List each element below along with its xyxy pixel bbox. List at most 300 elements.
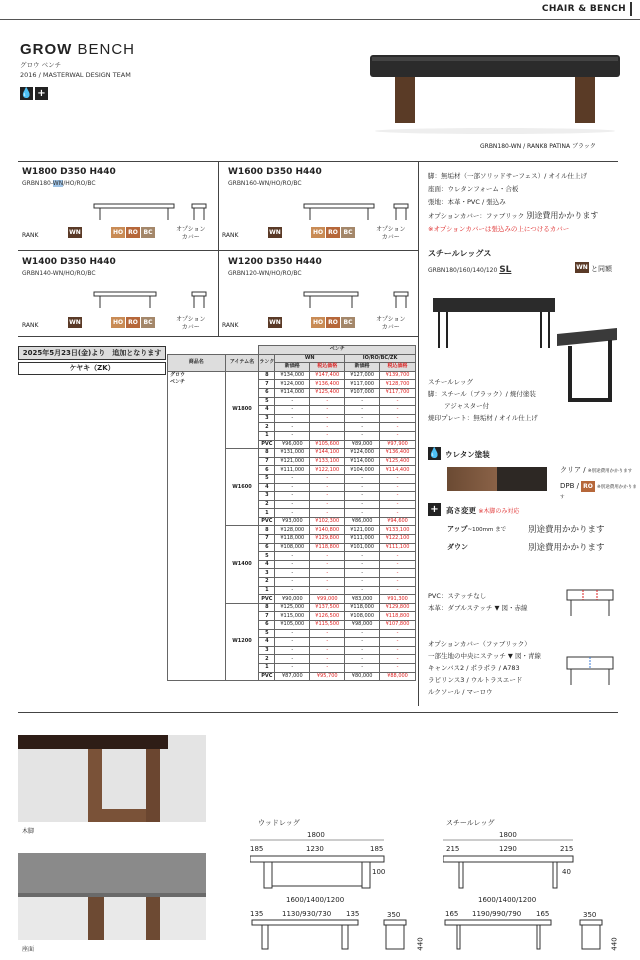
- rank-cell: 4: [259, 483, 275, 492]
- rank-cell: 4: [259, 560, 275, 569]
- rank-cell: 3: [259, 492, 275, 501]
- steel-dim-h: 40: [562, 868, 571, 876]
- price-cell: -: [380, 586, 416, 595]
- price-cell: ¥88,000: [380, 672, 416, 681]
- bench-outline-1200: [302, 288, 414, 312]
- rank-cell: PVC: [259, 517, 275, 526]
- col-header-rank: ランク: [259, 354, 275, 371]
- dpb-label: DPB / RO ※別途費用かかります: [560, 482, 637, 500]
- price-cell: -: [275, 414, 310, 423]
- price-cell: ¥134,000: [275, 371, 310, 380]
- price-cell: -: [275, 586, 310, 595]
- price-cell: ¥107,800: [380, 621, 416, 630]
- price-cell: ¥98,000: [345, 621, 380, 630]
- rank-cell: 7: [259, 380, 275, 389]
- price-cell: -: [380, 560, 416, 569]
- cover-stitch-info: オプションカバー（ファブリック） 一部生地の中央にステッチ ▼ 図・青線 キャンバス2 / ポラポラ / A783 ラピリンス3 / ウルトラスエード ルクソール / マーロウ: [428, 640, 542, 696]
- price-cell: ¥125,000: [275, 603, 310, 612]
- wood-dim-a: 185: [250, 845, 264, 853]
- price-cell: ¥115,000: [275, 612, 310, 621]
- price-cell: -: [275, 483, 310, 492]
- price-cell: ¥136,400: [380, 449, 416, 458]
- wood-dim-a2: 135: [250, 910, 264, 918]
- designer-line: 2016 / MASTERWAL DESIGN TEAM: [20, 71, 131, 79]
- plus-icon: +: [428, 503, 441, 516]
- price-cell: ¥111,100: [380, 543, 416, 552]
- height-down: ダウン: [447, 543, 468, 551]
- price-cell: -: [380, 414, 416, 423]
- steel-dim-width: 1800: [499, 831, 517, 839]
- steel-side-drawing: [578, 918, 608, 952]
- rank-chip-ro: RO: [326, 227, 340, 238]
- notice-date: 2025年5月23日(金)より 追加となります: [18, 346, 166, 360]
- price-cell: -: [275, 500, 310, 509]
- size-code-1600: GRBN160-WN/HO/RO/BC: [228, 180, 302, 187]
- size-title-1800: W1800 D350 H440: [22, 167, 116, 177]
- clear-label: クリア / ※別途費用かかります: [560, 466, 633, 474]
- steel-front-drawing-2: [443, 918, 555, 952]
- price-cell: -: [275, 569, 310, 578]
- rank-chip-ro: RO: [126, 227, 140, 238]
- rank-cell: 1: [259, 431, 275, 440]
- price-cell: -: [310, 586, 345, 595]
- rank-label: RANK: [222, 322, 239, 329]
- col-header-other: IO/RO/BC/ZK: [345, 354, 416, 363]
- rank-chip-wn: WN: [69, 319, 81, 326]
- price-cell: -: [380, 629, 416, 638]
- option-cover-label: オプション カバー: [176, 226, 206, 241]
- rank-chip-ho: HO: [312, 229, 324, 236]
- price-cell: ¥117,700: [380, 388, 416, 397]
- price-cell: ¥133,100: [310, 457, 345, 466]
- price-cell: -: [345, 560, 380, 569]
- steel-dim-c2: 165: [536, 910, 550, 918]
- price-cell: -: [310, 500, 345, 509]
- price-cell: ¥115,500: [310, 621, 345, 630]
- spec-list: [428, 170, 633, 236]
- rank-cell: 8: [259, 449, 275, 458]
- price-cell: ¥107,000: [345, 388, 380, 397]
- rank-cell: 7: [259, 535, 275, 544]
- steel-desc: スチールレッグ 脚：スチール（ブラック）/ 焼付塗装 アジャスター付 焼印プレート：無垢材 / オイル仕上げ: [428, 378, 538, 422]
- rank-cell: 3: [259, 646, 275, 655]
- price-cell: ¥104,000: [345, 466, 380, 475]
- price-cell: -: [310, 492, 345, 501]
- wood-side-drawing: [382, 918, 412, 952]
- price-cell: -: [275, 552, 310, 561]
- price-cell: ¥118,800: [310, 543, 345, 552]
- price-cell: -: [275, 431, 310, 440]
- price-cell: -: [310, 483, 345, 492]
- rank-cell: 8: [259, 526, 275, 535]
- price-cell: ¥128,000: [275, 526, 310, 535]
- cover-spec: オプションカバー：ファブリック 別途費用かかります: [428, 211, 599, 220]
- size-code-1800: GRBN180-WN/HO/RO/BC: [22, 180, 96, 187]
- price-cell: ¥117,000: [345, 380, 380, 389]
- divider: [18, 712, 618, 713]
- rank-cell: 5: [259, 474, 275, 483]
- wood-front-drawing-2: [250, 918, 362, 952]
- price-cell: ¥133,100: [380, 526, 416, 535]
- price-cell: -: [275, 655, 310, 664]
- drop-icon: 💧: [20, 88, 33, 99]
- price-cell: -: [310, 406, 345, 415]
- height-down-price: 別途費用かかります: [528, 543, 605, 553]
- wood-dim-depth: 350: [387, 911, 401, 919]
- stitch-info: PVC：ステッチなし 本革：ダブルステッチ ▼ 図・赤線: [428, 592, 528, 612]
- rank-cell: 2: [259, 500, 275, 509]
- price-cell: ¥114,400: [380, 466, 416, 475]
- rank-cell: 6: [259, 466, 275, 475]
- price-cell: ¥83,000: [345, 595, 380, 604]
- price-cell: ¥108,000: [275, 543, 310, 552]
- price-cell: -: [345, 569, 380, 578]
- seat-photo: [18, 853, 206, 940]
- item-cell: W1400: [225, 526, 259, 603]
- price-cell: -: [345, 492, 380, 501]
- price-cell: ¥136,400: [310, 380, 345, 389]
- price-cell: ¥108,000: [345, 612, 380, 621]
- price-cell: -: [345, 406, 380, 415]
- size-title-1200: W1200 D350 H440: [228, 257, 322, 267]
- seat-caption: 座面: [22, 946, 35, 953]
- price-cell: ¥101,000: [345, 543, 380, 552]
- steel-dim-c: 215: [560, 845, 574, 853]
- size-title-1600: W1600 D350 H440: [228, 167, 322, 177]
- price-cell: -: [380, 655, 416, 664]
- height-up: アップ~100mm まで: [447, 525, 507, 533]
- wood-dim-b: 1230: [306, 845, 324, 853]
- rank-cell: 2: [259, 655, 275, 664]
- rank-chip-ro: RO: [326, 317, 340, 328]
- steel-legs-code: GRBN180/160/140/120 SL: [428, 265, 512, 275]
- rank-chip-ho: HO: [112, 229, 124, 236]
- rank-chip-bc: BC: [341, 227, 355, 238]
- steel-dim-b2: 1190/990/790: [472, 910, 522, 918]
- price-cell: ¥86,000: [345, 517, 380, 526]
- rank-chip-bc: BC: [341, 317, 355, 328]
- rank-cell: 1: [259, 509, 275, 518]
- price-cell: ¥127,000: [345, 371, 380, 380]
- rank-chip-wn: WN: [269, 229, 281, 236]
- same-price-label: と同額: [591, 265, 612, 273]
- rank-cell: 6: [259, 621, 275, 630]
- plus-icon: +: [35, 87, 48, 100]
- notice-item: ケヤキ（ZK）: [18, 362, 166, 375]
- divider: [218, 161, 219, 336]
- price-cell: -: [380, 569, 416, 578]
- product-title: GROW BENCH: [20, 41, 136, 58]
- price-cell: ¥105,000: [275, 621, 310, 630]
- bench-outline-1600: [302, 200, 414, 224]
- wood-leg-photo: [18, 735, 206, 822]
- rank-chip-wn: WN: [269, 319, 281, 326]
- bench-outline-1400: [92, 288, 212, 312]
- rank-cell: 3: [259, 569, 275, 578]
- price-cell: ¥118,000: [345, 603, 380, 612]
- price-cell: ¥96,000: [275, 440, 310, 449]
- price-cell: -: [380, 509, 416, 518]
- price-cell: -: [310, 638, 345, 647]
- price-cell: -: [345, 629, 380, 638]
- price-table: [167, 345, 416, 681]
- price-cell: ¥118,800: [380, 612, 416, 621]
- bench-main-image: [360, 45, 630, 140]
- steel-dim-height: 440: [610, 937, 619, 951]
- wood-leg-caption: 木脚: [22, 828, 35, 835]
- col-header-new: 新価格: [345, 363, 380, 372]
- wood-dim-width2: 1600/1400/1200: [286, 896, 345, 904]
- price-cell: ¥121,000: [275, 457, 310, 466]
- option-cover-label: オプション カバー: [376, 316, 406, 331]
- spec-line: 脚：無垢材（一部ソリッドサーフェス）/ オイル仕上げ: [428, 172, 588, 180]
- dpb-swatch: [497, 467, 547, 491]
- price-cell: ¥124,000: [345, 449, 380, 458]
- rank-chip-ho: HO: [112, 319, 124, 326]
- wood-dim-b2: 1130/930/730: [282, 910, 332, 918]
- price-cell: -: [310, 414, 345, 423]
- price-cell: -: [345, 578, 380, 587]
- rank-cell: 8: [259, 371, 275, 380]
- item-cell: W1200: [225, 603, 259, 680]
- price-cell: ¥94,600: [380, 517, 416, 526]
- table-title: ベンチ: [259, 346, 416, 355]
- rank-cell: PVC: [259, 440, 275, 449]
- wood-dim-c: 185: [370, 845, 384, 853]
- height-title: 高さ変更 ※木脚のみ対応: [446, 506, 520, 515]
- price-cell: ¥122,100: [310, 466, 345, 475]
- rank-cell: 7: [259, 612, 275, 621]
- price-cell: ¥137,500: [310, 603, 345, 612]
- price-cell: ¥91,300: [380, 595, 416, 604]
- rank-cell: 6: [259, 388, 275, 397]
- price-cell: -: [310, 629, 345, 638]
- size-code-1400: GRBN140-WN/HO/RO/BC: [22, 270, 96, 277]
- price-cell: -: [345, 663, 380, 672]
- price-cell: -: [345, 397, 380, 406]
- price-cell: -: [345, 646, 380, 655]
- price-cell: ¥80,000: [345, 672, 380, 681]
- price-cell: -: [345, 474, 380, 483]
- price-cell: -: [380, 431, 416, 440]
- price-cell: -: [345, 655, 380, 664]
- rank-cell: PVC: [259, 672, 275, 681]
- price-cell: -: [380, 397, 416, 406]
- price-cell: -: [310, 663, 345, 672]
- size-code-1200: GRBN120-WN/HO/RO/BC: [228, 270, 302, 277]
- rank-cell: 1: [259, 586, 275, 595]
- steel-dim-b: 1290: [499, 845, 517, 853]
- price-cell: -: [345, 431, 380, 440]
- price-cell: ¥121,000: [345, 526, 380, 535]
- price-cell: ¥90,000: [275, 595, 310, 604]
- price-cell: -: [275, 638, 310, 647]
- price-cell: -: [310, 646, 345, 655]
- price-cell: -: [275, 423, 310, 432]
- price-cell: ¥114,000: [275, 388, 310, 397]
- option-cover-label: オプション カバー: [376, 226, 406, 241]
- stitch-diagram-red: [565, 588, 615, 618]
- price-cell: -: [380, 638, 416, 647]
- divider: [418, 161, 419, 706]
- rank-cell: 2: [259, 423, 275, 432]
- price-cell: ¥89,000: [345, 440, 380, 449]
- rank-cell: 4: [259, 406, 275, 415]
- rank-cell: 2: [259, 578, 275, 587]
- price-cell: -: [345, 586, 380, 595]
- height-up-price: 別途費用かかります: [528, 525, 605, 535]
- wood-dim-height: 440: [416, 937, 425, 951]
- col-header-new: 新価格: [275, 363, 310, 372]
- price-cell: ¥124,000: [275, 380, 310, 389]
- price-cell: -: [345, 552, 380, 561]
- price-cell: -: [345, 638, 380, 647]
- divider: [18, 161, 618, 162]
- steel-dim-a: 215: [446, 845, 460, 853]
- steel-dim-a2: 165: [445, 910, 459, 918]
- price-cell: -: [380, 492, 416, 501]
- price-cell: ¥105,600: [310, 440, 345, 449]
- steel-front-drawing: [443, 838, 575, 893]
- option-cover-label: オプション カバー: [176, 316, 206, 331]
- price-cell: ¥93,000: [275, 517, 310, 526]
- divider: [18, 336, 418, 337]
- price-cell: ¥125,400: [310, 388, 345, 397]
- wood-dims-title: ウッドレッグ: [258, 819, 300, 827]
- price-cell: -: [275, 578, 310, 587]
- price-cell: -: [275, 397, 310, 406]
- rank-cell: 5: [259, 397, 275, 406]
- bench-outline-1800: [92, 200, 212, 224]
- col-header-tax: 税込価格: [380, 363, 416, 372]
- rank-cell: 3: [259, 414, 275, 423]
- price-cell: -: [275, 663, 310, 672]
- steel-dim-width2: 1600/1400/1200: [478, 896, 537, 904]
- price-cell: -: [310, 560, 345, 569]
- price-cell: -: [380, 552, 416, 561]
- rank-chip-bc: BC: [141, 227, 155, 238]
- rank-chip-ho: HO: [312, 319, 324, 326]
- item-cell: W1800: [225, 371, 259, 448]
- spec-line: 張地：本革・PVC / 張込み: [428, 198, 506, 206]
- price-cell: ¥139,700: [380, 371, 416, 380]
- rank-label: RANK: [22, 232, 39, 239]
- stitch-diagram-blue: [565, 655, 615, 687]
- rank-cell: 1: [259, 663, 275, 672]
- price-cell: -: [380, 423, 416, 432]
- price-cell: -: [310, 655, 345, 664]
- price-cell: -: [345, 509, 380, 518]
- price-cell: ¥129,800: [380, 603, 416, 612]
- steel-dim-depth: 350: [583, 911, 597, 919]
- price-cell: -: [310, 431, 345, 440]
- price-cell: ¥126,500: [310, 612, 345, 621]
- price-cell: -: [275, 474, 310, 483]
- price-cell: -: [345, 414, 380, 423]
- price-cell: -: [275, 406, 310, 415]
- wood-front-drawing: [250, 838, 385, 893]
- rank-chip-wn: WN: [69, 229, 81, 236]
- rank-cell: 6: [259, 543, 275, 552]
- price-cell: ¥95,700: [310, 672, 345, 681]
- price-cell: -: [310, 578, 345, 587]
- rank-chip-ro: RO: [126, 317, 140, 328]
- price-cell: ¥144,100: [310, 449, 345, 458]
- price-cell: -: [380, 474, 416, 483]
- price-cell: -: [345, 500, 380, 509]
- rank-cell: 8: [259, 603, 275, 612]
- price-cell: ¥131,000: [275, 449, 310, 458]
- price-cell: -: [275, 509, 310, 518]
- divider: [18, 250, 418, 251]
- price-cell: ¥97,900: [380, 440, 416, 449]
- price-cell: -: [380, 578, 416, 587]
- price-cell: ¥129,800: [310, 535, 345, 544]
- header-bar: [630, 2, 632, 16]
- price-cell: -: [310, 509, 345, 518]
- price-cell: -: [380, 483, 416, 492]
- price-cell: ¥111,000: [275, 466, 310, 475]
- price-cell: ¥114,000: [345, 457, 380, 466]
- page-header: [0, 0, 640, 20]
- price-cell: ¥140,800: [310, 526, 345, 535]
- col-header-wn: WN: [275, 354, 345, 363]
- product-name-cell: グロウ ベンチ: [168, 371, 226, 680]
- rank-cell: 4: [259, 638, 275, 647]
- same-price-chip-wn: WN: [576, 264, 588, 271]
- price-cell: -: [310, 552, 345, 561]
- spec-line: 座面：ウレタンフォーム・合板: [428, 185, 519, 193]
- price-cell: -: [345, 483, 380, 492]
- col-header-name: 商品名: [168, 354, 226, 371]
- rank-chip-bc: BC: [141, 317, 155, 328]
- price-cell: -: [380, 406, 416, 415]
- price-cell: -: [380, 646, 416, 655]
- cover-note: ※オプションカバーは張込みの上につけるカバー: [428, 225, 570, 233]
- wood-dim-width: 1800: [307, 831, 325, 839]
- price-cell: ¥125,400: [380, 457, 416, 466]
- price-cell: ¥118,000: [275, 535, 310, 544]
- price-cell: -: [310, 569, 345, 578]
- price-cell: -: [310, 474, 345, 483]
- rank-cell: 7: [259, 457, 275, 466]
- col-header-tax: 税込価格: [310, 363, 345, 372]
- wood-dim-h: 100: [372, 868, 386, 876]
- main-caption: GRBN180-WN / RANK8 PATINA ブラック: [480, 143, 596, 150]
- table-row: [168, 371, 416, 380]
- price-cell: -: [345, 423, 380, 432]
- product-name-jp: グロウ ベンチ: [20, 61, 62, 69]
- drop-icon: 💧: [428, 448, 441, 459]
- wood-dim-c2: 135: [346, 910, 360, 918]
- price-cell: ¥147,400: [310, 371, 345, 380]
- clear-swatch: [447, 467, 497, 491]
- price-cell: ¥111,000: [345, 535, 380, 544]
- section-title: CHAIR & BENCH: [541, 4, 626, 14]
- steel-legs-title: スチールレッグス: [428, 249, 492, 258]
- price-cell: -: [380, 663, 416, 672]
- rank-cell: PVC: [259, 595, 275, 604]
- urethane-title: ウレタン塗装: [445, 450, 490, 459]
- price-cell: ¥128,700: [380, 380, 416, 389]
- rank-label: RANK: [22, 322, 39, 329]
- size-title-1400: W1400 D350 H440: [22, 257, 116, 267]
- price-cell: -: [275, 492, 310, 501]
- price-cell: -: [310, 397, 345, 406]
- price-cell: ¥99,000: [310, 595, 345, 604]
- price-cell: -: [275, 629, 310, 638]
- item-cell: W1600: [225, 449, 259, 526]
